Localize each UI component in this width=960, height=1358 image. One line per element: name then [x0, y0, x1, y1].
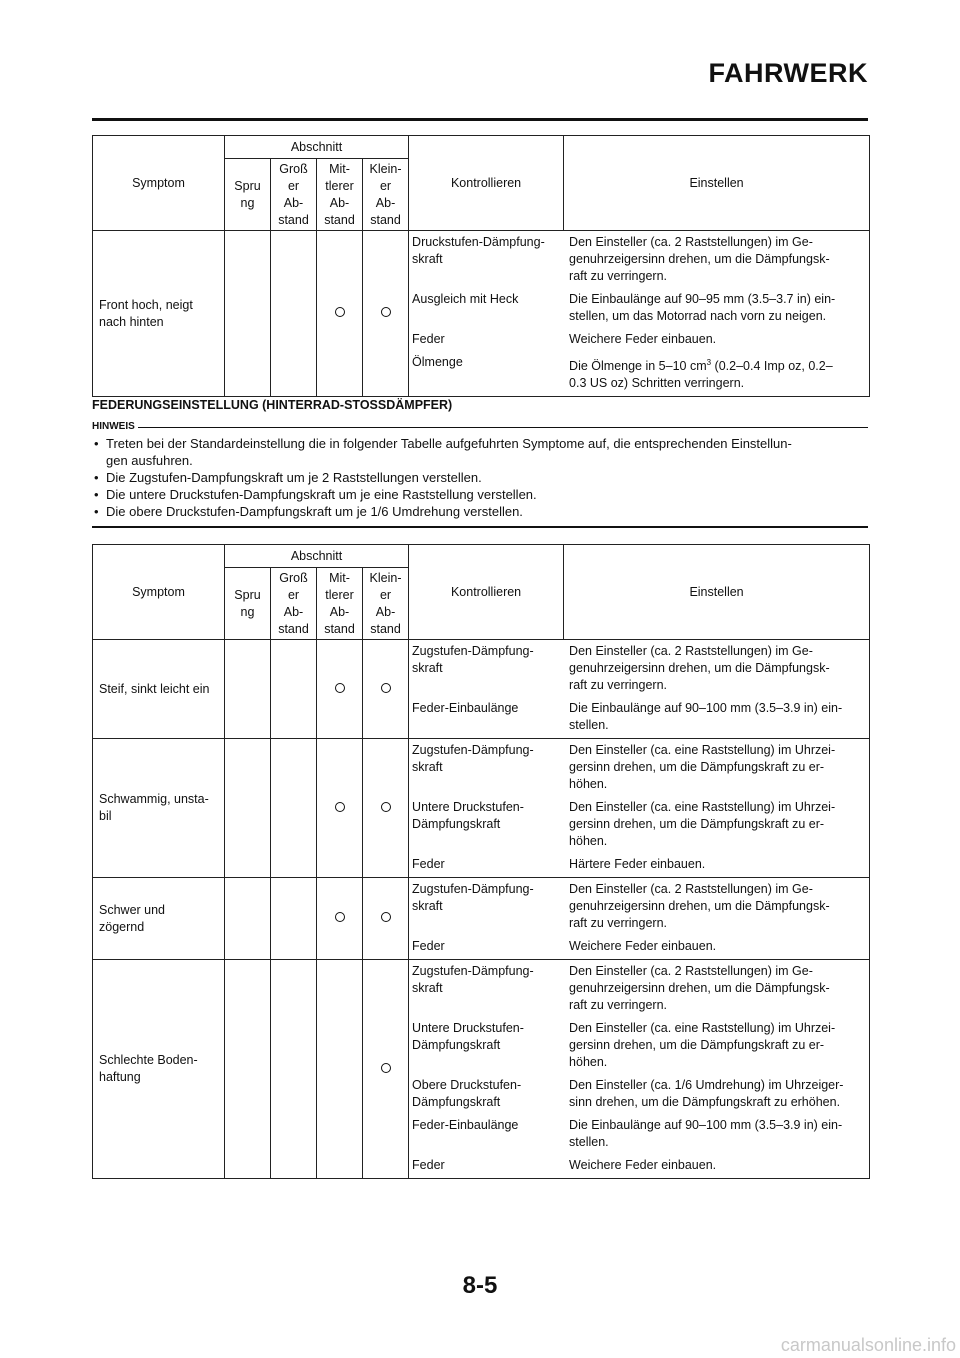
mark-cell	[363, 739, 409, 878]
mark-cell	[271, 231, 317, 397]
table-row	[93, 739, 870, 878]
header-abschnitt: Abschnitt	[225, 136, 409, 159]
header-gross: Groß er Ab- stand	[271, 159, 317, 231]
table-row	[93, 231, 870, 397]
mark-cell	[363, 878, 409, 960]
adjust-item: Den Einsteller (ca. eine Raststellung) im Uhrzei- gersinn drehen, um die Dämpfungskraft zu er- höhen.	[569, 800, 836, 848]
header-rule	[92, 118, 868, 121]
check-item: Feder	[412, 857, 445, 871]
checks-cell	[409, 878, 870, 960]
circle-mark	[335, 307, 345, 317]
circle-mark	[335, 802, 345, 812]
check-pair	[409, 288, 869, 328]
rear-shock-table	[92, 544, 870, 1179]
page-title: FAHRWERK	[708, 58, 868, 88]
circle-mark	[381, 683, 391, 693]
mark-cell	[317, 640, 363, 739]
list-item: • Die obere Druckstufen-Dampfungskraft um je 1/6 Umdrehung verstellen.	[92, 503, 868, 520]
adjust-item: Den Einsteller (ca. 1/6 Umdrehung) im Uhrzeiger- sinn drehen, um die Dämpfungskraft zu erhöhen.	[569, 1078, 844, 1109]
list-item: • Die Zugstufen-Dampfungskraft um je 2 Raststellungen verstellen.	[92, 469, 868, 486]
list-item: • Treten bei der Standardeinstellung die in folgender Tabelle aufgefuhrten Symptome auf, die entsprechenden Einstellun- gen ausfuhren.	[92, 435, 868, 469]
check-pair	[409, 1154, 869, 1178]
check-pair	[409, 231, 869, 288]
check-item: Feder-Einbaulänge	[412, 701, 519, 715]
circle-mark	[335, 912, 345, 922]
mark-cell	[225, 640, 271, 739]
circle-mark	[381, 912, 391, 922]
circle-mark	[335, 683, 345, 693]
adjust-item: Weichere Feder einbauen.	[569, 939, 717, 953]
check-item: Zugstufen-Dämpfung- skraft	[412, 743, 534, 774]
adjust-item: Weichere Feder einbauen.	[569, 332, 717, 346]
adjust-item: Den Einsteller (ca. 2 Raststellungen) im Ge- genuhrzeigersinn drehen, um die Dämpfungsk- raft zu verringern.	[569, 235, 830, 283]
header-kontrollieren: Kontrollieren	[409, 545, 564, 640]
adjust-item: Die Einbaulänge auf 90–100 mm (3.5–3.9 in) ein- stellen.	[569, 701, 843, 732]
header-einstellen: Einstellen	[564, 136, 870, 231]
adjust-item: Den Einsteller (ca. 2 Raststellungen) im Ge- genuhrzeigersinn drehen, um die Dämpfungsk- raft zu verringern.	[569, 964, 830, 1012]
mark-cell	[271, 878, 317, 960]
mark-cell	[317, 960, 363, 1179]
symptom-cell: Schwer und zögernd	[93, 878, 225, 960]
check-item: Feder-Einbaulänge	[412, 1118, 519, 1132]
header-einstellen: Einstellen	[564, 545, 870, 640]
header-klein: Klein- er Ab- stand	[363, 159, 409, 231]
adjust-item: Die Einbaulänge auf 90–100 mm (3.5–3.9 in) ein- stellen.	[569, 1118, 843, 1149]
circle-mark	[381, 1063, 391, 1073]
header-sprung: Spru ng	[225, 159, 271, 231]
adjust-item: Den Einsteller (ca. 2 Raststellungen) im Ge- genuhrzeigersinn drehen, um die Dämpfungsk- raft zu verringern.	[569, 882, 830, 930]
list-item: • Die untere Druckstufen-Dampfungskraft um je eine Raststellung verstellen.	[92, 486, 868, 503]
table-row	[93, 878, 870, 960]
mark-cell	[225, 878, 271, 960]
section-heading: FEDERUNGSEINSTELLUNG (HINTERRAD-STOSSDÄMPFER)	[92, 398, 453, 412]
mark-cell	[271, 739, 317, 878]
table-row	[93, 960, 870, 1179]
mark-cell	[363, 960, 409, 1179]
adjust-item: Den Einsteller (ca. 2 Raststellungen) im Ge- genuhrzeigersinn drehen, um die Dämpfungsk- raft zu verringern.	[569, 644, 830, 692]
mark-cell	[317, 231, 363, 397]
header-mittel: Mit- tlerer Ab- stand	[317, 568, 363, 640]
check-item: Ölmenge	[412, 355, 463, 369]
mark-cell	[225, 739, 271, 878]
check-item: Ausgleich mit Heck	[412, 292, 519, 306]
check-item: Obere Druckstufen- Dämpfungskraft	[412, 1078, 522, 1109]
check-item: Feder	[412, 939, 445, 953]
adjust-item: Den Einsteller (ca. eine Raststellung) im Uhrzei- gersinn drehen, um die Dämpfungskraft zu er- höhen.	[569, 1021, 836, 1069]
adjust-item: Weichere Feder einbauen.	[569, 1158, 717, 1172]
check-pair	[409, 960, 869, 1017]
check-pair	[409, 697, 869, 738]
check-item: Untere Druckstufen- Dämpfungskraft	[412, 800, 524, 831]
check-item: Feder	[412, 332, 445, 346]
check-pair	[409, 1074, 869, 1114]
note-rule	[92, 427, 868, 428]
mark-cell	[317, 739, 363, 878]
checks-cell	[409, 739, 870, 878]
check-pair	[409, 935, 869, 959]
header-klein: Klein- er Ab- stand	[363, 568, 409, 640]
check-item: Zugstufen-Dämpfung- skraft	[412, 644, 534, 675]
check-item: Feder	[412, 1158, 445, 1172]
symptom-cell: Schlechte Boden- haftung	[93, 960, 225, 1179]
check-pair	[409, 328, 869, 351]
check-item: Zugstufen-Dämpfung- skraft	[412, 882, 534, 913]
table-row	[93, 640, 870, 739]
check-pair	[409, 878, 869, 935]
adjust-item: Die Einbaulänge auf 90–95 mm (3.5–3.7 in) ein- stellen, um das Motorrad nach vorn zu neigen.	[569, 292, 836, 323]
mark-cell	[225, 960, 271, 1179]
header-mittel: Mit- tlerer Ab- stand	[317, 159, 363, 231]
watermark: carmanualsonline.info	[780, 1335, 956, 1355]
check-pair	[409, 640, 869, 697]
note-list	[92, 435, 868, 520]
check-pair	[409, 1114, 869, 1154]
check-pair	[409, 351, 869, 396]
symptom-cell: Steif, sinkt leicht ein	[93, 640, 225, 739]
header-symptom: Symptom	[93, 545, 225, 640]
checks-cell	[409, 640, 870, 739]
checks-cell	[409, 960, 870, 1179]
header-abschnitt: Abschnitt	[225, 545, 409, 568]
symptom-cell: Front hoch, neigt nach hinten	[93, 231, 225, 397]
header-gross: Groß er Ab- stand	[271, 568, 317, 640]
section-rule	[92, 526, 868, 528]
check-item: Untere Druckstufen- Dämpfungskraft	[412, 1021, 524, 1052]
check-pair	[409, 796, 869, 853]
check-pair	[409, 739, 869, 796]
symptom-cell: Schwammig, unsta- bil	[93, 739, 225, 878]
header-kontrollieren: Kontrollieren	[409, 136, 564, 231]
adjust-item: Härtere Feder einbauen.	[569, 857, 706, 871]
note-label: HINWEIS	[92, 421, 138, 432]
circle-mark	[381, 307, 391, 317]
checks-cell	[409, 231, 870, 397]
check-item: Zugstufen-Dämpfung- skraft	[412, 964, 534, 995]
header-sprung: Spru ng	[225, 568, 271, 640]
header-symptom: Symptom	[93, 136, 225, 231]
mark-cell	[363, 640, 409, 739]
check-pair	[409, 1017, 869, 1074]
mark-cell	[363, 231, 409, 397]
page-number: 8-5	[462, 1272, 498, 1299]
adjust-item: Die Ölmenge in 5–10 $cm^3$ (0.2–0.4 Imp oz, 0.2– 0.3 US oz) Schritten verringern.	[569, 358, 833, 391]
front-fork-table	[92, 135, 870, 397]
mark-cell	[225, 231, 271, 397]
adjust-item: Den Einsteller (ca. eine Raststellung) im Uhrzei- gersinn drehen, um die Dämpfungskraft zu er- höhen.	[569, 743, 836, 791]
check-pair	[409, 853, 869, 877]
check-item: Druckstufen-Dämpfung- skraft	[412, 235, 545, 266]
mark-cell	[271, 640, 317, 739]
mark-cell	[271, 960, 317, 1179]
circle-mark	[381, 802, 391, 812]
mark-cell	[317, 878, 363, 960]
